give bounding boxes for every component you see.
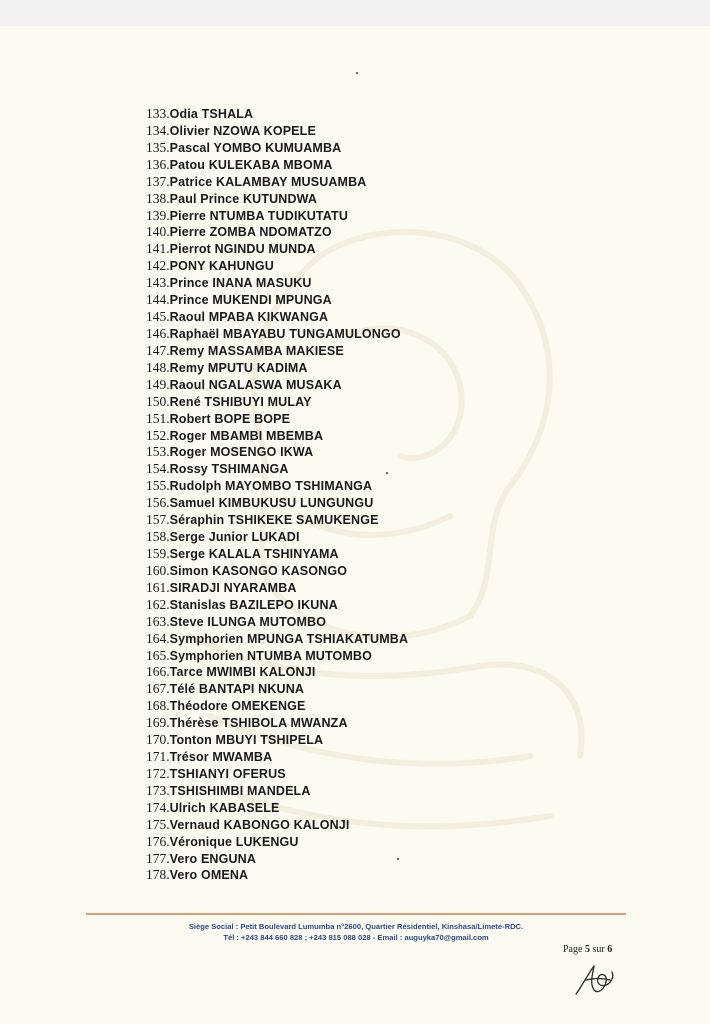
item-number: 161.	[146, 579, 170, 595]
list-item	[146, 648, 408, 665]
item-number: 140.	[146, 224, 170, 240]
item-name: Roger MBAMBI MBEMBA	[169, 428, 324, 443]
item-number: 155.	[146, 478, 170, 494]
list-item	[146, 292, 408, 309]
item-name: Pascal YOMBO KUMUAMBA	[169, 140, 342, 155]
list-item	[146, 275, 408, 292]
item-number: 167.	[146, 681, 170, 697]
list-item	[146, 614, 408, 631]
item-number: 151.	[146, 410, 170, 426]
item-number: 158.	[146, 529, 170, 545]
item-name: Prince MUKENDI MPUNGA	[169, 293, 332, 308]
scan-speck	[356, 72, 358, 74]
list-item	[146, 817, 408, 834]
item-name: Trésor MWAMBA	[169, 750, 273, 765]
item-number: 166.	[146, 664, 170, 680]
list-item	[146, 208, 408, 225]
item-number: 143.	[146, 275, 170, 291]
list-item	[146, 258, 408, 275]
list-item	[146, 360, 408, 377]
footer-address: Siège Social : Petit Boulevard Lumumba n°2600, Quartier Résidentiel, Kinshasa/Limete-RDC.	[188, 922, 524, 931]
item-number: 160.	[146, 562, 170, 578]
item-number: 149.	[146, 376, 170, 392]
list-item	[146, 867, 408, 884]
item-number: 168.	[146, 698, 170, 714]
item-name: Rudolph MAYOMBO TSHIMANGA	[169, 479, 373, 494]
list-item	[146, 343, 408, 360]
list-item	[146, 664, 408, 681]
item-number: 133.	[146, 106, 170, 121]
list-item	[146, 597, 408, 614]
page-total: 6	[607, 944, 613, 955]
item-number: 144.	[146, 292, 170, 308]
item-name: Roger MOSENGO IKWA	[169, 445, 314, 460]
item-number: 137.	[146, 173, 170, 189]
item-number: 148.	[146, 359, 170, 375]
item-name: Thérèse TSHIBOLA MWANZA	[169, 716, 348, 731]
item-name: Samuel KIMBUKUSU LUNGUNGU	[169, 496, 374, 511]
item-name: Symphorien MPUNGA TSHIAKATUMBA	[169, 631, 409, 646]
item-name: Raoul NGALASWA MUSAKA	[169, 377, 342, 392]
list-item	[146, 428, 408, 445]
item-name: Raphaël MBAYABU TUNGAMULONGO	[169, 326, 401, 341]
item-name: Vero OMENA	[169, 868, 249, 883]
list-item	[146, 241, 408, 258]
item-number: 153.	[146, 444, 170, 460]
list-item	[146, 546, 408, 563]
list-item	[146, 766, 408, 783]
item-name: Véronique LUKENGU	[169, 834, 299, 849]
footer-divider	[86, 913, 626, 915]
list-item	[146, 478, 408, 495]
item-number: 177.	[146, 850, 170, 866]
page-current: 5	[584, 944, 590, 955]
item-name: Ulrich KABASELE	[169, 800, 280, 815]
item-number: 134.	[146, 122, 170, 138]
names-list	[146, 106, 408, 884]
list-item	[146, 715, 408, 732]
list-item	[146, 834, 408, 851]
list-item	[146, 749, 408, 766]
item-name: René TSHIBUYI MULAY	[169, 394, 312, 409]
item-name: Robert BOPE BOPE	[169, 411, 291, 426]
item-name: Raoul MPABA KIKWANGA	[169, 310, 329, 325]
page-separator: sur	[589, 944, 608, 955]
list-item	[146, 224, 408, 241]
item-number: 136.	[146, 156, 170, 172]
list-item	[146, 123, 408, 140]
item-name: SIRADJI NYARAMBA	[169, 580, 297, 595]
item-number: 173.	[146, 782, 170, 798]
item-name: Serge KALALA TSHINYAMA	[169, 546, 339, 561]
item-number: 152.	[146, 427, 170, 443]
item-name: Olivier NZOWA KOPELE	[169, 123, 316, 138]
item-number: 156.	[146, 495, 170, 511]
item-number: 171.	[146, 749, 170, 765]
item-name: Paul Prince KUTUNDWA	[169, 191, 318, 206]
item-number: 176.	[146, 833, 170, 849]
item-name: Remy MASSAMBA MAKIESE	[169, 343, 344, 358]
item-number: 142.	[146, 258, 170, 274]
list-item	[146, 106, 408, 123]
item-number: 163.	[146, 613, 170, 629]
item-name: Tarce MWIMBI KALONJI	[169, 665, 316, 680]
page-number	[563, 944, 612, 955]
item-number: 165.	[146, 647, 170, 663]
item-number: 175.	[146, 816, 170, 832]
list-item	[146, 444, 408, 461]
item-name: Odia TSHALA	[169, 107, 254, 121]
list-item	[146, 783, 408, 800]
item-number: 147.	[146, 342, 170, 358]
item-name: Patou KULEKABA MBOMA	[169, 157, 333, 172]
item-number: 159.	[146, 545, 170, 561]
document-page	[0, 26, 710, 1024]
item-number: 174.	[146, 799, 170, 815]
list-item	[146, 681, 408, 698]
list-item	[146, 191, 408, 208]
list-item	[146, 851, 408, 868]
list-item	[146, 326, 408, 343]
signature-initials	[572, 962, 622, 998]
item-number: 178.	[146, 867, 170, 883]
item-number: 172.	[146, 765, 170, 781]
item-name: Prince INANA MASUKU	[169, 276, 312, 291]
item-number: 157.	[146, 512, 170, 528]
list-item	[146, 309, 408, 326]
item-name: Steve ILUNGA MUTOMBO	[169, 614, 327, 629]
list-item	[146, 461, 408, 478]
item-name: Remy MPUTU KADIMA	[169, 360, 308, 375]
item-number: 139.	[146, 207, 170, 223]
item-number: 164.	[146, 630, 170, 646]
item-name: Symphorien NTUMBA MUTOMBO	[169, 648, 372, 663]
list-item	[146, 157, 408, 174]
item-number: 135.	[146, 139, 170, 155]
item-name: Patrice KALAMBAY MUSUAMBA	[169, 174, 367, 189]
item-name: Télé BANTAPI NKUNA	[169, 682, 305, 697]
item-name: Vernaud KABONGO KALONJI	[169, 817, 350, 832]
footer-contact: Tél : +243 844 660 828 ; +243 815 088 028 - Email : auguyka70@gmail.com	[223, 933, 489, 942]
list-item	[146, 631, 408, 648]
list-item	[146, 563, 408, 580]
item-name: Serge Junior LUKADI	[169, 530, 300, 545]
item-number: 162.	[146, 596, 170, 612]
list-item	[146, 411, 408, 428]
item-number: 169.	[146, 715, 170, 731]
item-name: TSHISHIMBI MANDELA	[169, 783, 311, 798]
list-item	[146, 495, 408, 512]
list-item	[146, 732, 408, 749]
list-item	[146, 394, 408, 411]
item-number: 138.	[146, 190, 170, 206]
item-name: PONY KAHUNGU	[169, 259, 274, 274]
list-item	[146, 140, 408, 157]
page-prefix: Page	[563, 944, 585, 955]
item-number: 170.	[146, 732, 170, 748]
item-name: TSHIANYI OFERUS	[169, 766, 286, 781]
item-number: 154.	[146, 461, 170, 477]
item-name: Tonton MBUYI TSHIPELA	[169, 733, 324, 748]
list-item	[146, 580, 408, 597]
list-item	[146, 800, 408, 817]
item-name: Pierre ZOMBA NDOMATZO	[169, 225, 332, 240]
item-name: Simon KASONGO KASONGO	[169, 563, 348, 578]
item-number: 141.	[146, 241, 170, 257]
list-item	[146, 698, 408, 715]
item-name: Séraphin TSHIKEKE SAMUKENGE	[169, 513, 379, 528]
item-name: Pierrot NGINDU MUNDA	[169, 242, 316, 257]
item-name: Stanislas BAZILEPO IKUNA	[169, 597, 338, 612]
item-number: 150.	[146, 393, 170, 409]
item-name: Théodore OMEKENGE	[169, 699, 306, 714]
list-item	[146, 512, 408, 529]
item-name: Vero ENGUNA	[169, 851, 257, 866]
item-number: 146.	[146, 325, 170, 341]
list-item	[146, 377, 408, 394]
list-item	[146, 174, 408, 191]
item-name: Rossy TSHIMANGA	[169, 462, 289, 477]
item-number: 145.	[146, 309, 170, 325]
list-item	[146, 529, 408, 546]
item-name: Pierre NTUMBA TUDIKUTATU	[169, 208, 348, 223]
